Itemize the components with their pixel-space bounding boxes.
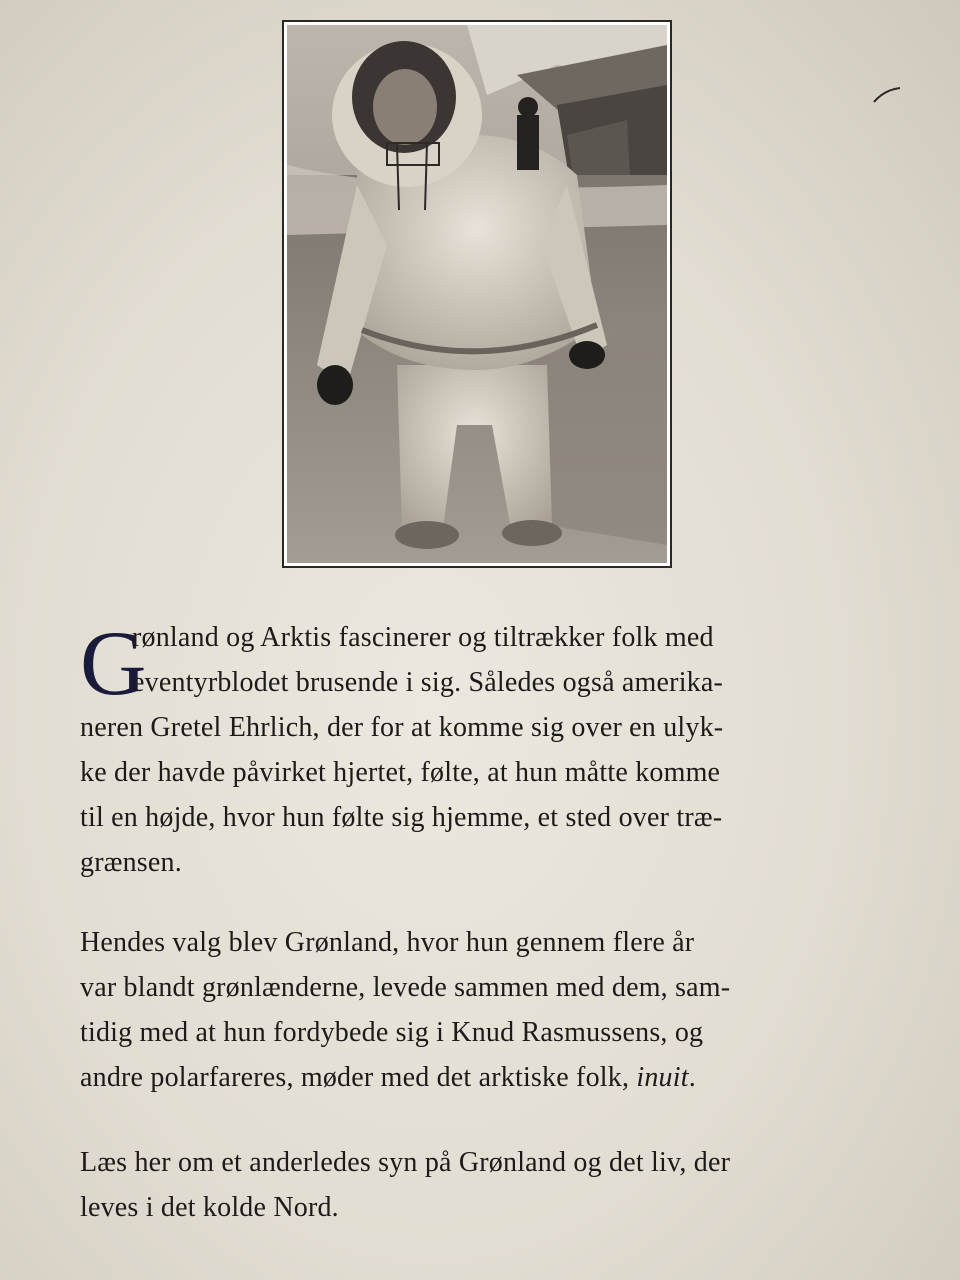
text-line: rønland og Arktis fascinerer og tiltrækker folk med — [132, 622, 714, 653]
text-line: neren Gretel Ehrlich, der for at komme sig over en ulyk- — [80, 712, 724, 743]
cover-photo — [282, 20, 672, 568]
text-line: til en højde, hvor hun følte sig hjemme, et sted over træ- — [80, 802, 723, 833]
photo-girl-in-fur-suit-icon — [287, 25, 667, 563]
text-line: eventyrblodet brusende i sig. Således også amerika- — [132, 667, 724, 698]
text-line: leves i det kolde Nord. — [80, 1192, 339, 1223]
text-segment: andre polarfareres, møder med det arktiske folk, — [80, 1062, 637, 1093]
paragraph-closing — [80, 1140, 900, 1230]
paragraph-greenland — [80, 920, 900, 1100]
text-line: var blandt grønlænderne, levede sammen med dem, sam- — [80, 972, 731, 1003]
text-line: Læs her om et anderledes syn på Grønland og det liv, der — [80, 1147, 731, 1178]
text-line: ke der havde påvirket hjertet, følte, at hun måtte komme — [80, 757, 721, 788]
text-line: tidig med at hun fordybede sig i Knud Rasmussens, og — [80, 1017, 704, 1048]
italic-word: inuit — [636, 1062, 689, 1093]
pen-mark-icon — [872, 86, 902, 106]
text-segment: . — [688, 1062, 696, 1093]
drop-cap: G — [80, 612, 147, 714]
text-line: grænsen. — [80, 847, 182, 878]
paragraph-intro — [80, 612, 900, 885]
text-line: Hendes valg blev Grønland, hvor hun gennem flere år — [80, 927, 695, 958]
text-line — [80, 1055, 900, 1100]
